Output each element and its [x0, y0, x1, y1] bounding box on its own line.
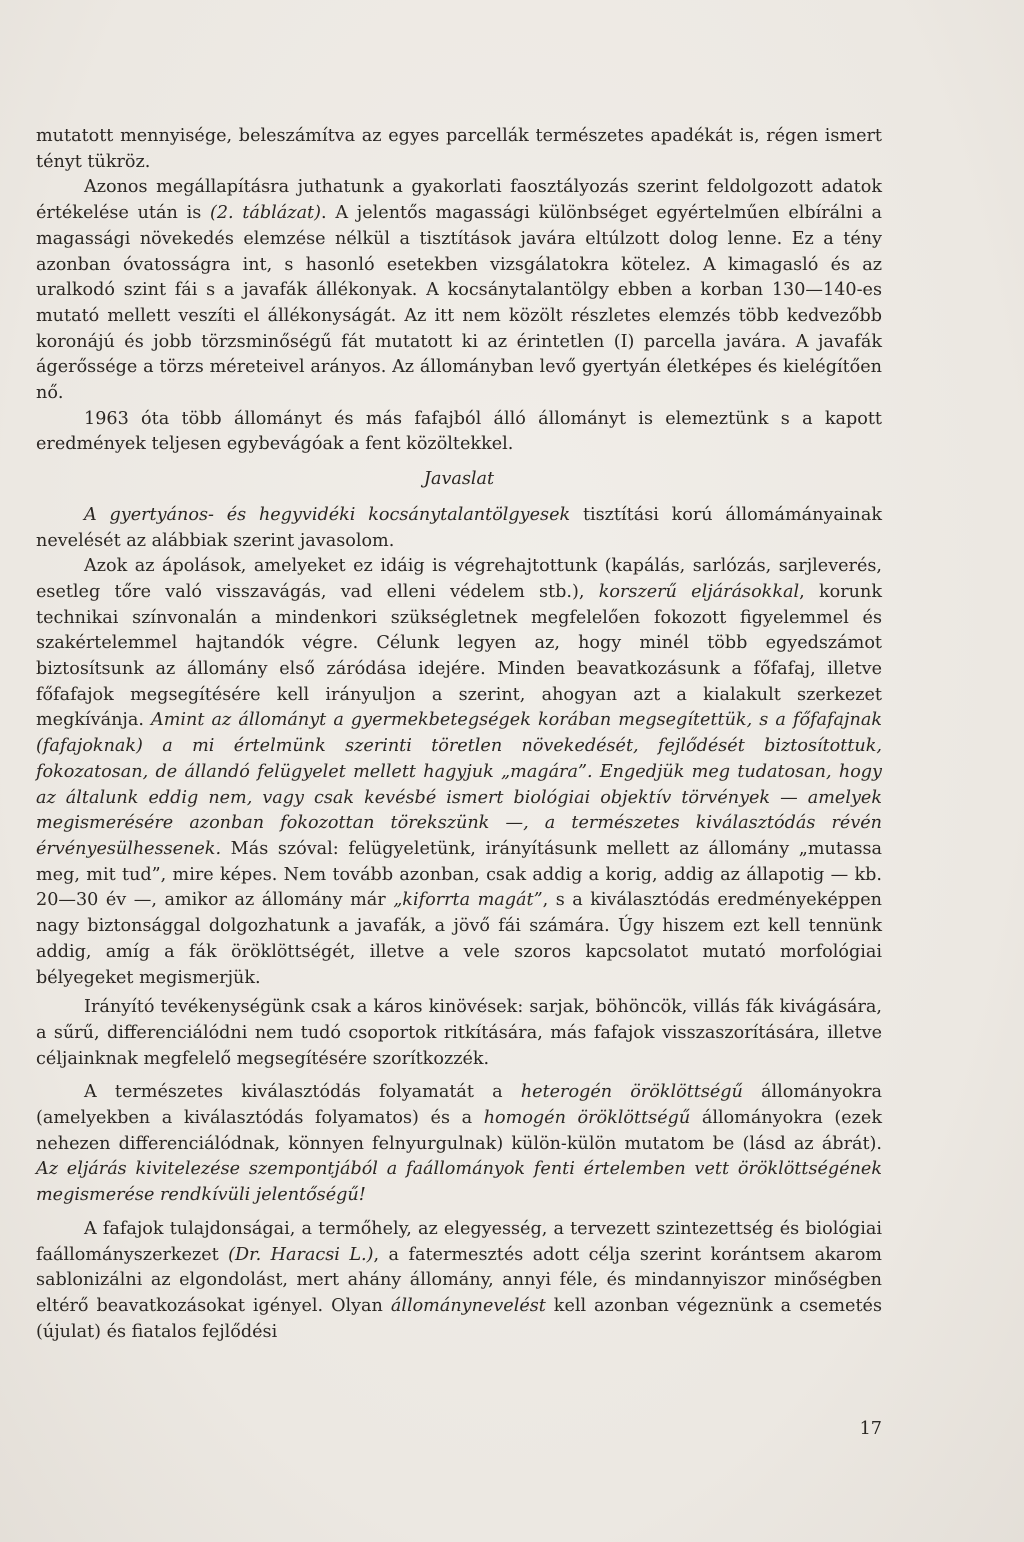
- text-run: , s a kiválasztódás eredményeképpen nagy biztonsággal dolgozhatunk a javafák, a jövő fái számára. Úgy hiszem ezt kell tennünk addig, amíg a fák öröklöttségét, illetve a vele szoros kapcsolatot mutató morfológiai bélyegeket megismerjük.: [36, 890, 883, 988]
- paragraph: [36, 175, 882, 406]
- italic-text: homogén öröklöttségű: [483, 1108, 691, 1129]
- text-run: tisztítási korú állomámányainak nevelését az alábbiak szerint javasolom.: [36, 504, 882, 551]
- text-run: Azonos megállapításra juthatunk a gyakorlati faosztályozás szerint feldolgozott adatok értékelése után is: [36, 177, 882, 224]
- paragraph: [36, 503, 882, 554]
- italic-text: „kiforrta magát”: [393, 890, 543, 911]
- text-run: , korunk technikai színvonalán a mindenkori szükségletnek megfelelően fokozott figyelemmel és szakértelemmel hajtandók végre. Célunk legyen az, hogy minél több egyedszámot biztosítsunk az állomány első záródása idejére. Minden beavatkozásunk a főfafaj, illetve főfafajok megsegítésére kell irányuljon a szerint, ahogyan azt a kialakult szerkezet megkívánja.: [36, 581, 882, 731]
- italic-text: korszerű eljárásokkal: [598, 581, 800, 602]
- italic-text: Amint az állományt a gyermekbetegségek korában megsegítettük, s a főfafajnak (fafajoknak) a mi értelmünk szerinti töretlen növekedését, fejlődését biztosítottuk, fokozatosan, de állandó felügyelet mellett hagyjuk „magára”. Engedjük meg tudatosan, hogy az általunk eddig nem, vagy csak kevésbé ismert biológiai objektív törvények — amelyek megismerésére azonban fokozottan törekszünk —, a természetes kiválasztódás révén érvényesülhessenek.: [36, 710, 882, 859]
- text-run: kell azonban végeznünk a csemetés (újulat) és fiatalos fejlődési: [36, 1295, 882, 1342]
- italic-text: (Dr. Haracsi L.): [228, 1244, 374, 1265]
- italic-text: (2. táblázat): [209, 203, 321, 224]
- section-heading: [36, 467, 882, 493]
- italic-text: Az eljárás kivitelezése szempontjából a faállományok fenti értelemben vett öröklöttségének megismerése rendkívüli jelentőségű!: [36, 1159, 882, 1206]
- italic-text: A gyertyános- és hegyvidéki kocsánytalantölgyesek: [84, 504, 571, 525]
- paragraph: [36, 407, 882, 458]
- paragraph: [36, 554, 882, 991]
- text-run: mutatott mennyisége, beleszámítva az egyes parcellák természetes apadékát is, régen ismert tényt tükröz.: [36, 126, 882, 172]
- italic-text: állománynevelést: [390, 1295, 546, 1316]
- page-number: 17: [859, 1419, 882, 1439]
- text-run: állományokra (amelyekben a kiválasztódás folyamatos) és a: [36, 1082, 882, 1129]
- paragraph: [36, 124, 882, 175]
- paragraph: [36, 1217, 882, 1346]
- text-run: . A jelentős magassági különbséget egyértelműen elbírálni a magassági növekedés elemzése nélkül a tisztítások javára eltúlzott dolog lenne. Ez a tény azonban óvatosságra int, s hasonló esetekben vizsgálatokra kötelez. A kimagasló és az uralkodó szint fái s a javafák állékonyak. A kocsánytalantölgy ebben a korban 130—140-es mutató mellett veszíti el állékonyságát. Az itt nem közölt részletes elemzés több kedvezőbb koronájú és jobb törzsminőségű fát mutatott ki az érintetlen (I) parcella javára. A javafák ágerőssége a törzs méreteivel arányos. Az állományban levő gyertyán életképes és kielégítően nő.: [36, 203, 882, 404]
- body-text: [36, 124, 882, 1345]
- text-run: 1963 óta több állományt és más fafajból álló állományt is elemeztünk s a kapott eredmények teljesen egybevágóak a fent közöltekkel.: [36, 408, 882, 455]
- text-run: állományokra (ezek nehezen differenciálódnak, könnyen felnyurgulnak) külön-külön mutatom be (lásd az ábrát).: [36, 1108, 882, 1154]
- text-run: Más szóval: felügyeletünk, irányításunk mellett az állomány „mutassa meg, mit tud”, mire képes. Nem tovább azonban, csak addig a korig, addig az állapotig — kb. 20—30 év —, amikor az állomány már: [36, 838, 882, 911]
- text-run: , a fatermesztés adott célja szerint korántsem akarom sablonizálni az elgondolást, mert ahány állomány, annyi féle, és mindannyiszor minőségben eltérő beavatkozásokat igényel. Olyan: [36, 1244, 882, 1316]
- text-run: A fafajok tulajdonságai, a termőhely, az elegyesség, a tervezett szintezettség és biológiai faállományszerkezet: [36, 1218, 882, 1265]
- italic-text: heterogén öröklöttségű: [520, 1082, 743, 1103]
- text-run: A természetes kiválasztódás folyamatát a: [84, 1082, 521, 1103]
- paragraph: [36, 995, 882, 1072]
- text-run: Azok az ápolások, amelyeket ez idáig is végrehajtottunk (kapálás, sarlózás, sarjleverés, esetleg tőre való visszavágás, vad elleni védelem stb.),: [36, 556, 882, 602]
- text-run: Irányító tevékenységünk csak a káros kinövések: sarjak, böhöncök, villás fák kivágására, a sűrű, differenciálódni nem tudó csoportok ritkítására, más fafajok visszaszorítására, illetve céljainknak megfelelő megsegítésére szorítkozzék.: [36, 997, 882, 1069]
- text-run: Javaslat: [423, 469, 495, 490]
- paragraph: [36, 1080, 882, 1209]
